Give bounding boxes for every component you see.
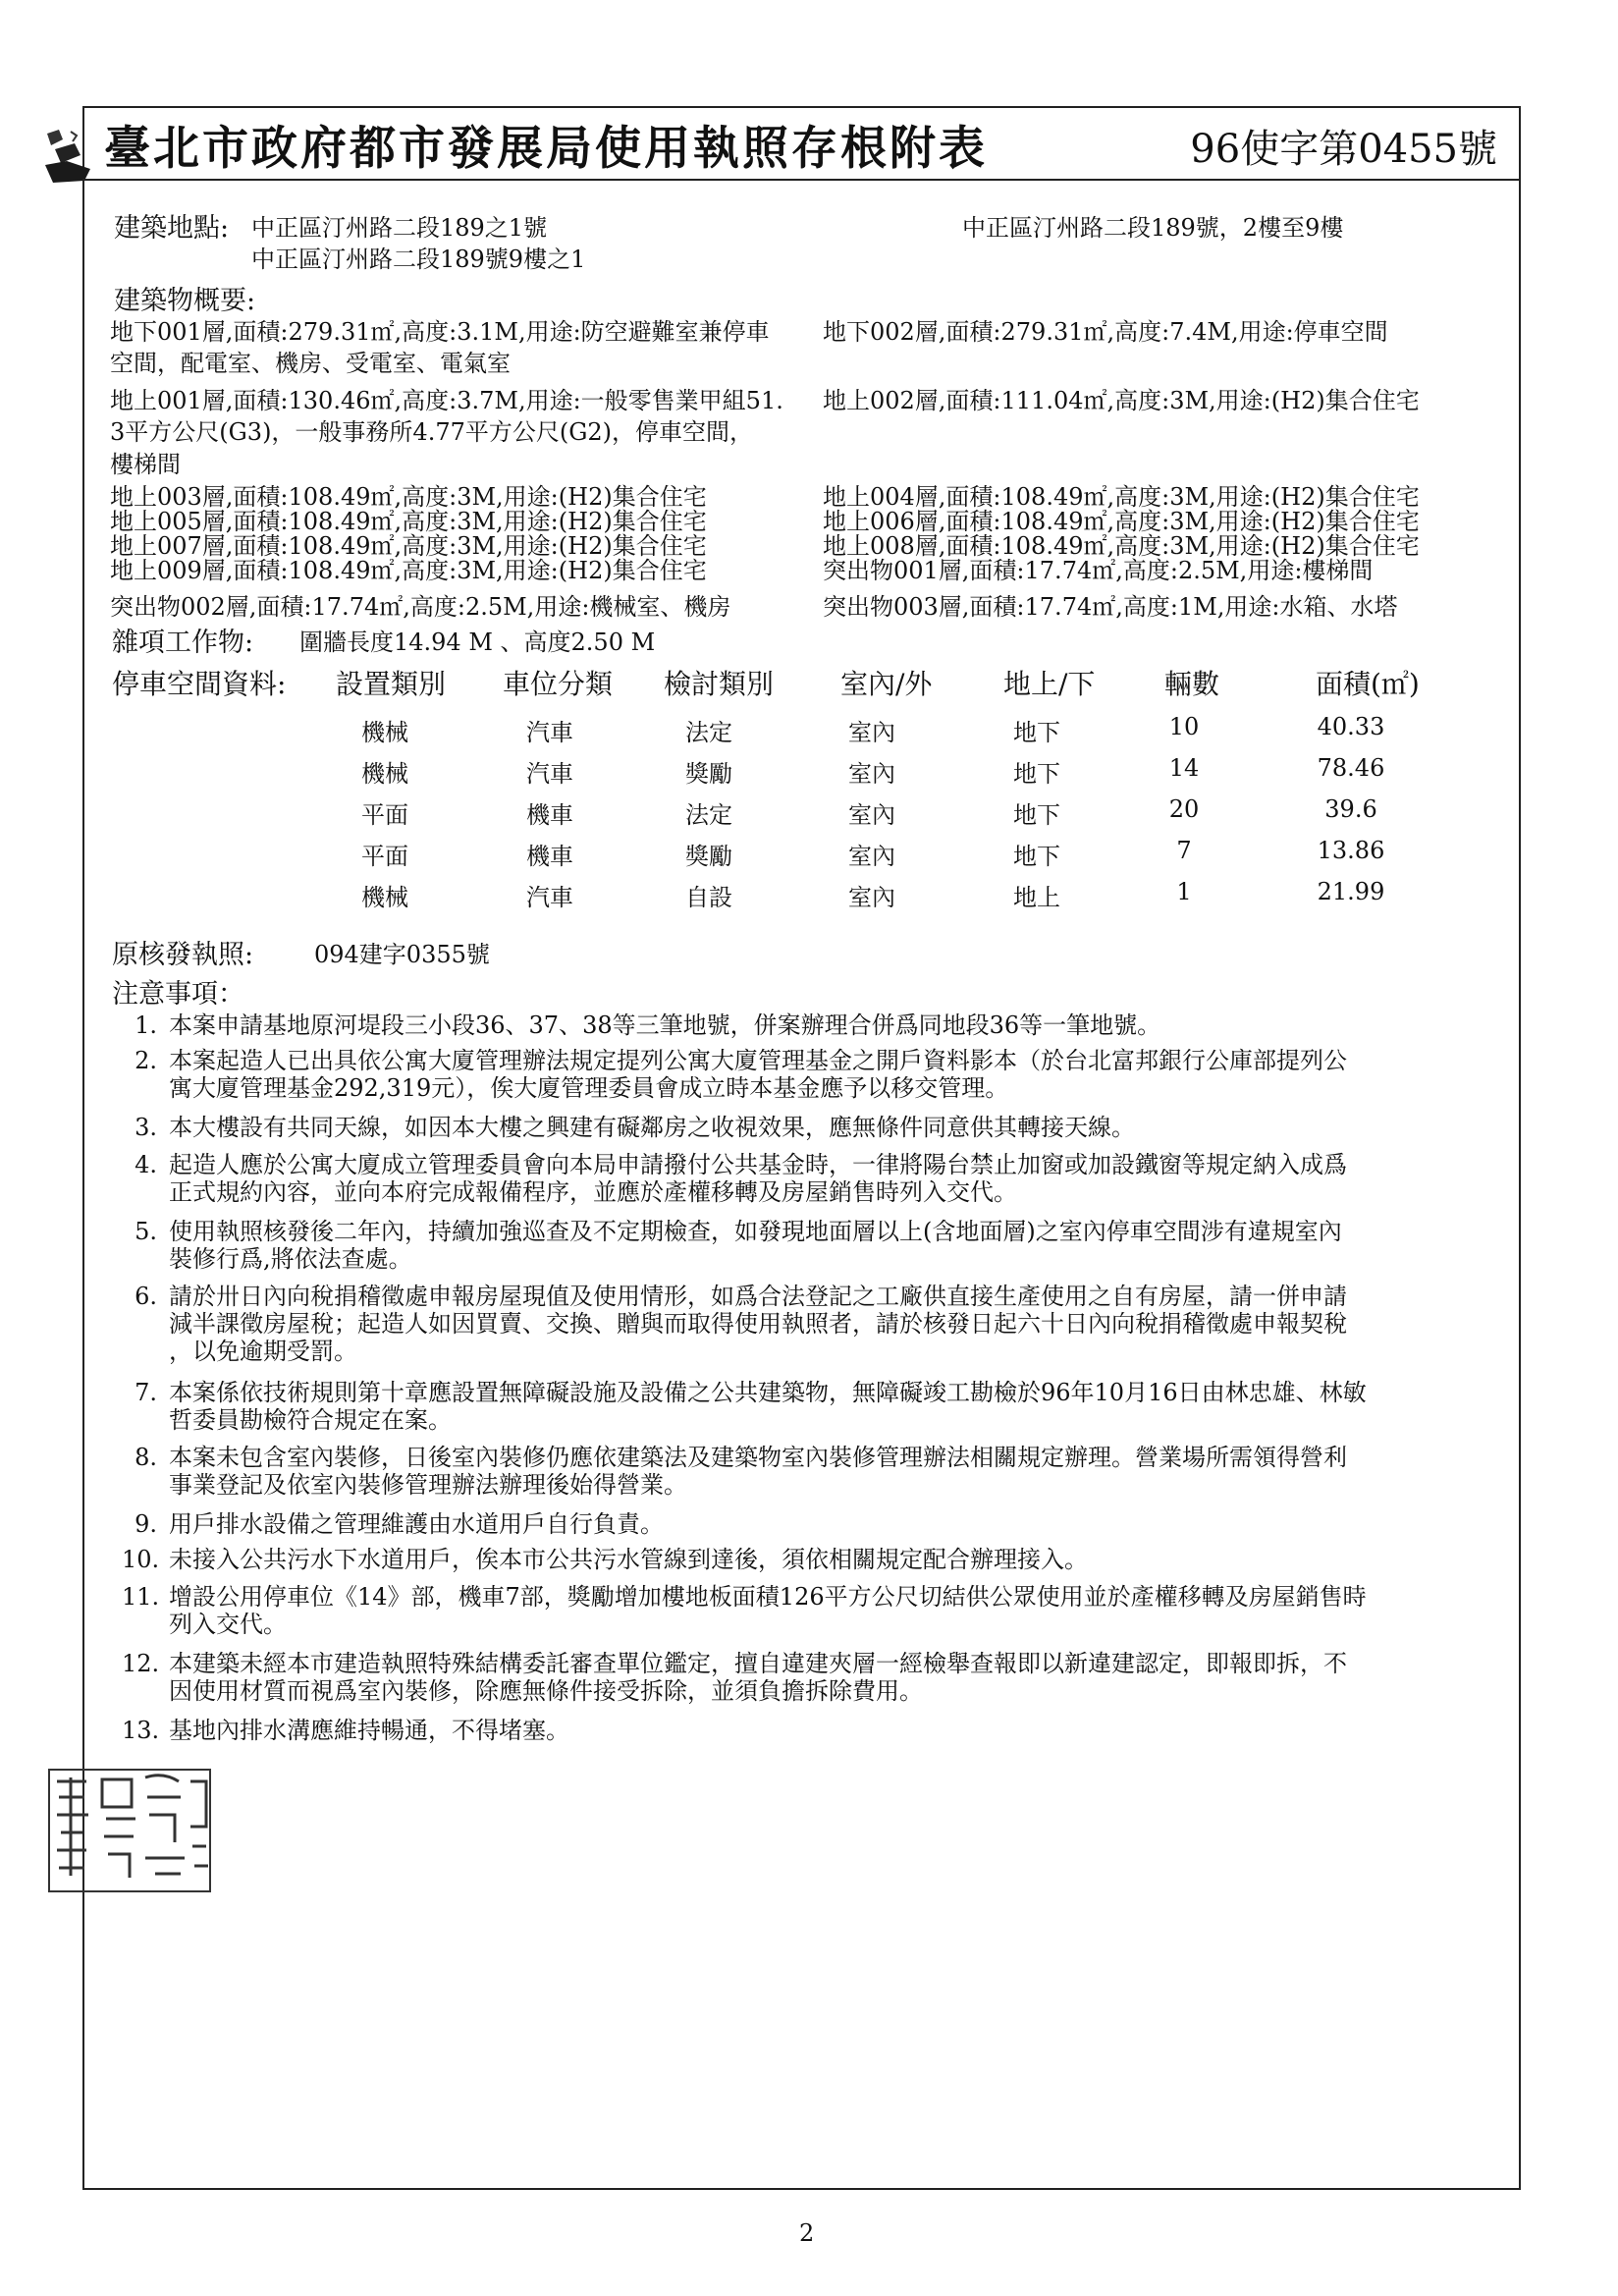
parking-cell: 機械	[361, 719, 408, 746]
note-text-line: 用戶排水設備之管理維護由水道用戶自行負責。	[169, 1510, 664, 1538]
parking-cell: 獎勵	[685, 760, 732, 788]
location-line: 中正區汀州路二段189之1號	[251, 214, 548, 242]
parking-cell: 機械	[361, 760, 408, 788]
overview-line: 地上001層,面積:130.46㎡,高度:3.7M,用途:一般零售業甲組51.	[110, 387, 783, 414]
location-right: 中正區汀州路二段189號，2樓至9樓	[962, 214, 1344, 242]
parking-cell: 1	[1176, 878, 1192, 905]
note-number: 11.	[122, 1583, 160, 1611]
location-label: 建築地點:	[114, 213, 230, 244]
parking-label: 停車空間資料:	[112, 668, 287, 700]
overview-line: 地上009層,面積:108.49㎡,高度:3M,用途:(H2)集合住宅	[110, 557, 707, 584]
parking-cell: 室內	[848, 843, 895, 870]
overview-line: 地上006層,面積:108.49㎡,高度:3M,用途:(H2)集合住宅	[823, 508, 1420, 535]
note-number: 6.	[135, 1283, 157, 1310]
document-title: 臺北市政府都市發展局使用執照存根附表	[104, 122, 988, 176]
note-text-line: 減半課徵房屋稅；起造人如因買賣、交換、贈與而取得使用執照者，請於核發日起六十日內向稅捐稽徵處申報契稅	[169, 1310, 1347, 1338]
parking-cell: 室內	[848, 719, 895, 746]
parking-cell: 地下	[1013, 760, 1060, 788]
parking-cell: 室內	[848, 801, 895, 829]
parking-header: 面積(㎡)	[1316, 668, 1420, 700]
parking-header: 地上/下	[1003, 668, 1096, 700]
overview-line: 地上003層,面積:108.49㎡,高度:3M,用途:(H2)集合住宅	[110, 483, 707, 511]
parking-cell: 地下	[1013, 843, 1060, 870]
parking-cell: 室內	[848, 884, 895, 911]
parking-cell: 法定	[685, 801, 732, 829]
note-text-line: 列入交代。	[169, 1611, 287, 1638]
overview-line: 地上008層,面積:108.49㎡,高度:3M,用途:(H2)集合住宅	[823, 532, 1420, 560]
note-text-line: 本案未包含室內裝修，日後室內裝修仍應依建築法及建築物室內裝修管理辦法相關規定辦理。營業場所需領得營利	[169, 1444, 1347, 1471]
note-text-line: 事業登記及依室內裝修管理辦法辦理後始得營業。	[169, 1471, 687, 1499]
parking-header: 輛數	[1164, 668, 1220, 700]
parking-header: 車位分類	[503, 668, 614, 700]
parking-header: 檢討類別	[664, 668, 775, 700]
misc-value: 圍牆長度14.94 M 、高度2.50 M	[299, 629, 656, 656]
note-number: 10.	[122, 1546, 160, 1573]
note-text-line: 未接入公共污水下水道用戶，俟本市公共污水管線到達後，須依相關規定配合辦理接入。	[169, 1546, 1088, 1573]
note-text-line: 裝修行爲,將依法查處。	[169, 1245, 412, 1273]
note-number: 2.	[135, 1047, 157, 1074]
note-text-line: 本大樓設有共同天線，如因本大樓之興建有礙鄰房之收視效果，應無條件同意供其轉接天線。	[169, 1114, 1135, 1141]
note-text-line: 寓大廈管理基金292,319元），俟大廈管理委員會成立時本基金應予以移交管理。	[169, 1074, 1009, 1102]
parking-cell: 汽車	[526, 719, 573, 746]
parking-cell: 地下	[1013, 719, 1060, 746]
parking-cell: 20	[1168, 795, 1200, 823]
note-number: 4.	[135, 1151, 157, 1178]
overview-line: 地上002層,面積:111.04㎡,高度:3M,用途:(H2)集合住宅	[823, 387, 1420, 414]
overview-line: 突出物003層,面積:17.74㎡,高度:1M,用途:水箱、水塔	[823, 593, 1398, 621]
note-text-line: 增設公用停車位《14》部，機車7部，獎勵增加樓地板面積126平方公尺切結供公眾使用並於產權移轉及房屋銷售時	[169, 1583, 1367, 1611]
note-number: 7.	[135, 1379, 157, 1406]
page-number: 2	[799, 2219, 815, 2247]
parking-cell: 自設	[685, 884, 732, 911]
misc-label: 雜項工作物:	[112, 628, 254, 658]
parking-cell: 地上	[1013, 884, 1060, 911]
parking-cell: 汽車	[526, 760, 573, 788]
parking-cell: 14	[1168, 754, 1200, 782]
note-text-line: 本案係依技術規則第十章應設置無障礙設施及設備之公共建築物，無障礙竣工勘檢於96年10月16日由林忠雄、林敏	[169, 1379, 1367, 1406]
parking-header: 設置類別	[336, 668, 447, 700]
original-permit-label: 原核發執照:	[112, 940, 254, 970]
overview-line: 突出物001層,面積:17.74㎡,高度:2.5M,用途:樓梯間	[823, 557, 1374, 584]
overview-line: 突出物002層,面積:17.74㎡,高度:2.5M,用途:機械室、機房	[110, 593, 731, 621]
parking-cell: 機械	[361, 884, 408, 911]
note-number: 9.	[135, 1510, 157, 1538]
parking-cell: 機車	[526, 843, 573, 870]
parking-cell: 78.46	[1317, 754, 1385, 782]
parking-cell: 10	[1168, 713, 1200, 740]
document-header	[82, 106, 1521, 181]
parking-cell: 平面	[361, 801, 408, 829]
overview-line: 地下001層,面積:279.31㎡,高度:3.1M,用途:防空避難室兼停車	[110, 318, 770, 346]
overview-line: 地下002層,面積:279.31㎡,高度:7.4M,用途:停車空間	[823, 318, 1388, 346]
official-seal-stamp	[47, 1768, 212, 1893]
note-text-line: 起造人應於公寓大廈成立管理委員會向本局申請撥付公共基金時，一律將陽台禁止加窗或加設鐵窗等規定納入成爲	[169, 1151, 1347, 1178]
parking-cell: 法定	[685, 719, 732, 746]
parking-cell: 獎勵	[685, 843, 732, 870]
overview-label: 建築物概要:	[114, 286, 256, 316]
overview-line: 樓梯間	[110, 451, 181, 478]
note-text-line: 因使用材質而視爲室內裝修，除應無條件接受拆除，並須負擔拆除費用。	[169, 1677, 923, 1705]
parking-cell: 39.6	[1324, 795, 1377, 823]
note-text-line: 使用執照核發後二年內，持續加強巡查及不定期檢查，如發現地面層以上(含地面層)之室內停車空間涉有違規室內	[169, 1218, 1342, 1245]
overview-line: 地上004層,面積:108.49㎡,高度:3M,用途:(H2)集合住宅	[823, 483, 1420, 511]
location-line: 中正區汀州路二段189號9樓之1	[251, 246, 586, 273]
overview-line: 地上007層,面積:108.49㎡,高度:3M,用途:(H2)集合住宅	[110, 532, 707, 560]
note-text-line: ，以免逾期受罰。	[169, 1338, 357, 1365]
permit-number: 96使字第0455號	[1190, 127, 1497, 172]
note-text-line: 基地內排水溝應維持暢通，不得堵塞。	[169, 1717, 569, 1744]
parking-cell: 汽車	[526, 884, 573, 911]
parking-cell: 平面	[361, 843, 408, 870]
overview-line: 地上005層,面積:108.49㎡,高度:3M,用途:(H2)集合住宅	[110, 508, 707, 535]
note-text-line: 本建築未經本市建造執照特殊結構委託審查單位鑑定，擅自違建夾層一經檢舉查報即以新違建認定，即報即拆，不	[169, 1650, 1347, 1677]
overview-line: 3平方公尺(G3)，一般事務所4.77平方公尺(G2)，停車空間，	[110, 418, 754, 446]
note-text-line: 本案起造人已出具依公寓大廈管理辦法規定提列公寓大廈管理基金之開戶資料影本（於台北富邦銀行公庫部提列公	[169, 1047, 1347, 1074]
parking-cell: 室內	[848, 760, 895, 788]
original-permit-value: 094建字0355號	[314, 941, 490, 968]
parking-cell: 40.33	[1317, 713, 1385, 740]
note-text-line: 本案申請基地原河堤段三小段36、37、38等三筆地號，併案辦理合併爲同地段36等一筆地號。	[169, 1011, 1161, 1039]
note-number: 12.	[122, 1650, 160, 1677]
parking-cell: 地下	[1013, 801, 1060, 829]
parking-cell: 13.86	[1317, 837, 1385, 864]
parking-cell: 21.99	[1317, 878, 1385, 905]
parking-cell: 機車	[526, 801, 573, 829]
parking-cell: 7	[1176, 837, 1192, 864]
note-number: 1.	[135, 1011, 157, 1039]
overview-line: 空間，配電室、機房、受電室、電氣室	[110, 350, 511, 377]
note-text-line: 正式規約內容，並向本府完成報備程序，並應於產權移轉及房屋銷售時列入交代。	[169, 1178, 1017, 1206]
notes-label: 注意事項：	[112, 979, 244, 1010]
note-number: 3.	[135, 1114, 157, 1141]
note-number: 13.	[122, 1717, 160, 1744]
note-text-line: 請於卅日內向稅捐稽徵處申報房屋現值及使用情形，如爲合法登記之工廠供直接生產使用之自有房屋，請一併申請	[169, 1283, 1347, 1310]
parking-header: 室內/外	[840, 668, 933, 700]
note-number: 8.	[135, 1444, 157, 1471]
note-text-line: 哲委員勘檢符合規定在案。	[169, 1406, 452, 1434]
note-number: 5.	[135, 1218, 157, 1245]
